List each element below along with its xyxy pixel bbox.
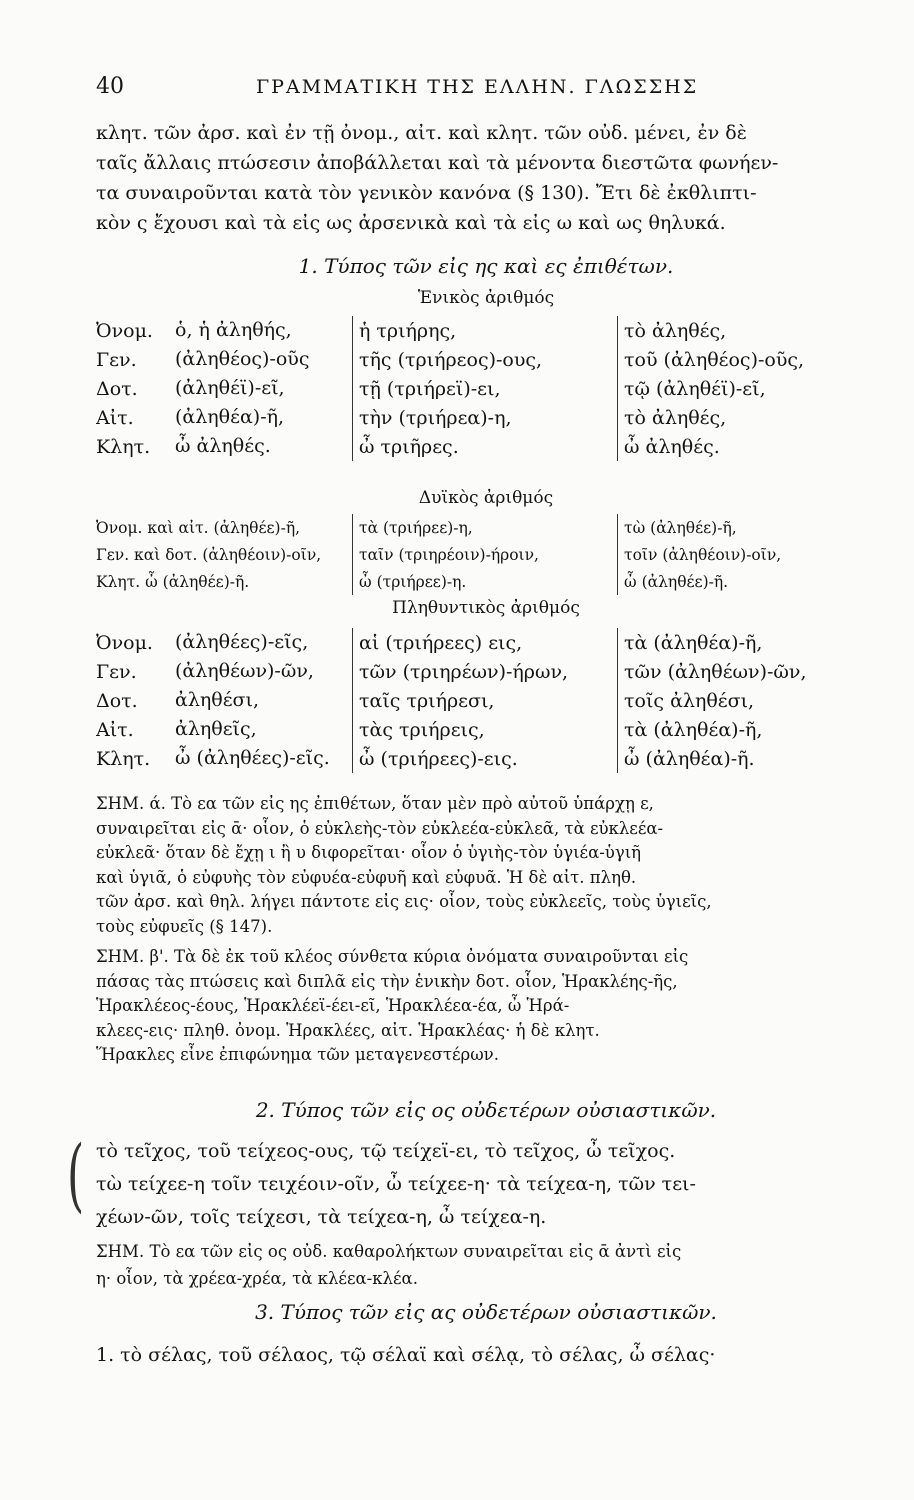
form-cell: τῷ (ἀληθέϊ)-εῖ, [618, 374, 895, 403]
text-line: τοὺς εὐφυεῖς (§ 147). [96, 916, 273, 936]
page-number: 40 [96, 74, 124, 99]
text-line: τὸ τεῖχος, τοῦ τείχεος-ους, τῷ τείχεϊ-ει, τὸ τεῖχος, ὦ τεῖχος. [96, 1140, 676, 1162]
margin-bracket: ( [67, 1128, 85, 1221]
form-cell: ὦ τριῆρες. [353, 432, 618, 461]
case-label: Αἰτ. [96, 718, 134, 741]
form-cell: τῇ (τριήρεϊ)-ει, [353, 374, 618, 403]
form-cell: ὦ (ἀληθέες)-εῖς. [175, 747, 330, 769]
intro-paragraph [96, 118, 876, 238]
text-line: τῶν ἀρσ. καὶ θηλ. λήγει πάντοτε εἰς εις· οἷον, τοὺς εὐκλεεῖς, τοὺς ὑγιεῖς, [96, 892, 712, 911]
table-row [96, 541, 894, 568]
text-line: ΣΗΜ. Τὸ εα τῶν εἰς ος οὐδ. καθαρολήκτων συναιρεῖται εἰς ᾱ ἀντὶ εἰς [96, 1242, 682, 1261]
form-cell: τοῖς ἀληθέσι, [618, 686, 895, 715]
form-cell: τῆς (τριήρεος)-ους, [353, 345, 618, 374]
text-line: εὐκλεᾶ· ὅταν δὲ ἔχῃ ι ἢ υ διφορεῖται· οἷον ὁ ὑγιὴς-τὸν ὑγιέα-ὑγιῆ [96, 843, 642, 862]
text-line: ταῖς ἄλλαις πτώσεσιν ἀποβάλλεται καὶ τὰ μένοντα διεστῶτα φωνήεν- [96, 152, 779, 174]
form-cell: ὁ, ἡ ἀληθής, [175, 319, 292, 341]
text-line: χέων-ῶν, τοῖς τείχεσι, τὰ τείχεα-η, ὦ τείχεα-η. [96, 1206, 547, 1228]
case-label: Κλητ. [96, 435, 151, 458]
type3-paradigm [96, 1340, 876, 1370]
form-cell: τὸ ἀληθές, [618, 316, 895, 345]
form-cell: τὰ (ἀληθέα)-ῆ, [618, 715, 895, 744]
table-row [96, 568, 894, 595]
section-heading-type3: 3. Τύπος τῶν εἰς ας οὐδετέρων οὐσιαστικῶν. [255, 1300, 717, 1324]
form-cell: τὰς τριήρεις, [353, 715, 618, 744]
form-cell: (ἀληθέος)-οῦς [175, 348, 310, 370]
adjective-forms-singular [175, 316, 355, 461]
form-cell: (ἀληθέϊ)-εῖ, [175, 377, 285, 399]
form-cell: ταῖν (τριηρέοιν)-ήροιν, [353, 541, 618, 568]
type2-paradigm [96, 1135, 876, 1234]
table-row [96, 514, 894, 541]
case-label: Αἰτ. [96, 406, 134, 429]
text-line: τὼ τείχεε-η τοῖν τειχέοιν-οῖν, ὦ τείχεε-η· τὰ τείχεα-η, τῶν τει- [96, 1173, 696, 1195]
form-cell: (ἀληθέων)-ῶν, [175, 660, 314, 682]
form-cell: τοῖν (ἀληθέοιν)-οῖν, [618, 541, 895, 568]
form-cell: τῶν (ἀληθέων)-ῶν, [618, 657, 895, 686]
form-cell: τὰ (ἀληθέα)-ῆ, [618, 628, 895, 657]
text-line: Ἡρακλέεος-έους, Ἡρακλέεϊ-έει-εῖ, Ἡρακλέεα-έα, ὦ Ἡρά- [96, 996, 570, 1015]
form-cell: τὴν (τριήρεα)-η, [353, 403, 618, 432]
note-c [96, 1238, 876, 1292]
case-label: Δοτ. [96, 689, 138, 712]
text-line: 1. τὸ σέλας, τοῦ σέλαος, τῷ σέλαϊ καὶ σέλᾳ, τὸ σέλας, ὦ σέλας· [96, 1344, 716, 1366]
case-label: Δοτ. [96, 377, 138, 400]
section-heading-type1: 1. Τύπος τῶν εἰς ης καὶ ες ἐπιθέτων. [298, 254, 674, 278]
case-form-cell: Κλητ. ὦ (ἀληθέε)-ῆ. [96, 572, 250, 591]
form-cell: ὦ (τριήρεες)-εις. [353, 744, 618, 773]
text-line: τα συναιροῦνται κατὰ τὸν γενικὸν κανόνα (§ 130). Ἔτι δὲ ἐκθλιπτι- [96, 182, 757, 204]
singular-label: Ἑνικὸς ἀριθμός [417, 288, 555, 308]
dual-declension-table [96, 514, 894, 595]
dual-label: Δυϊκὸς ἀριθμός [418, 488, 554, 508]
text-line: πάσας τὰς πτώσεις καὶ διπλᾶ εἰς τὴν ἑνικὴν δοτ. οἷον, Ἡρακλέης-ῆς, [96, 971, 678, 991]
case-form-cell: Γεν. καὶ δοτ. (ἀληθέοιν)-οῖν, [96, 545, 322, 564]
form-cell: ὦ (τριήρεε)-η. [353, 568, 618, 595]
case-form-cell: Ὀνομ. καὶ αἰτ. (ἀληθέε)-ῆ, [96, 518, 301, 537]
page-header [96, 74, 876, 104]
note-a [96, 792, 876, 939]
case-label: Ὀνομ. [96, 319, 153, 342]
form-cell: (ἀληθέες)-εῖς, [175, 631, 309, 653]
form-cell: ὦ ἀληθές. [618, 432, 895, 461]
text-line: η· οἷον, τὰ χρέεα-χρέα, τὰ κλέεα-κλέα. [96, 1269, 418, 1288]
form-cell: τὼ (ἀληθέε)-ῆ, [618, 514, 895, 541]
form-cell: ταῖς τριήρεσι, [353, 686, 618, 715]
case-label: Ὀνομ. [96, 631, 153, 654]
text-line: συναιρεῖται εἰς ᾱ· οἷον, ὁ εὐκλεὴς-τὸν εὐκλεέα-εὐκλεᾶ, τὰ εὐκλεέα- [96, 818, 664, 838]
case-label: Γεν. [96, 348, 137, 371]
form-cell: ἀληθέσι, [175, 689, 259, 711]
text-line: ΣΗΜ. ά. Τὸ εα τῶν εἰς ης ἐπιθέτων, ὅταν μὲν πρὸ αὐτοῦ ὑπάρχῃ ε, [96, 794, 654, 813]
text-line: καὶ ὑγιᾶ, ὁ εὐφυὴς τὸν εὐφυέα-εὐφυῆ καὶ εὐφυᾶ. Ἡ δὲ αἰτ. πληθ. [96, 867, 637, 887]
form-cell: ὦ ἀληθές. [175, 435, 271, 457]
text-line: κλεες-εις· πληθ. ὀνομ. Ἡρακλέες, αἰτ. Ἡρακλέας· ἡ δὲ κλητ. [96, 1020, 600, 1040]
text-line: κὸν ς ἔχουσι καὶ τὰ εἰς ως ἀρσενικὰ καὶ τὰ εἰς ω καὶ ως θηλυκά. [96, 212, 726, 234]
form-cell: τὰ (τριήρεε)-η, [353, 514, 618, 541]
running-title: ΓΡΑΜΜΑΤΙΚΗ ΤΗΣ ΕΛΛΗΝ. ΓΛΩΣΣΗΣ [256, 76, 699, 98]
section-heading-type2: 2. Τύπος τῶν εἰς ος οὐδετέρων οὐσιαστικῶν. [255, 1098, 717, 1122]
text-line: κλητ. τῶν ἀρσ. καὶ ἐν τῇ ὀνομ., αἰτ. καὶ κλητ. τῶν οὐδ. μένει, ἐν δὲ [96, 122, 747, 144]
note-b [96, 945, 876, 1068]
form-cell: ἀληθεῖς, [175, 718, 257, 740]
form-cell: (ἀληθέα)-ῆ, [175, 406, 285, 428]
form-cell: ἡ τριήρης, [353, 316, 618, 345]
form-cell: τοῦ (ἀληθέος)-οῦς, [618, 345, 895, 374]
text-line: ΣΗΜ. β'. Τὰ δὲ ἐκ τοῦ κλέος σύνθετα κύρια ὀνόματα συναιροῦνται εἰς [96, 947, 689, 966]
form-cell: τῶν (τριηρέων)-ήρων, [353, 657, 618, 686]
case-label: Γεν. [96, 660, 137, 683]
text-line: Ἥρακλες εἶνε ἐπιφώνημα τῶν μεταγενεστέρων. [96, 1045, 499, 1064]
form-cell: ὦ (ἀληθέα)-ῆ. [618, 744, 895, 773]
form-cell: τὸ ἀληθές, [618, 403, 895, 432]
case-label: Κλητ. [96, 747, 151, 770]
plural-label: Πληθυντικὸς ἀριθμός [392, 598, 580, 618]
adjective-forms-plural [175, 628, 355, 773]
form-cell: ὦ (ἀληθέε)-ῆ. [618, 568, 895, 595]
form-cell: αἱ (τριήρεες) εις, [353, 628, 618, 657]
